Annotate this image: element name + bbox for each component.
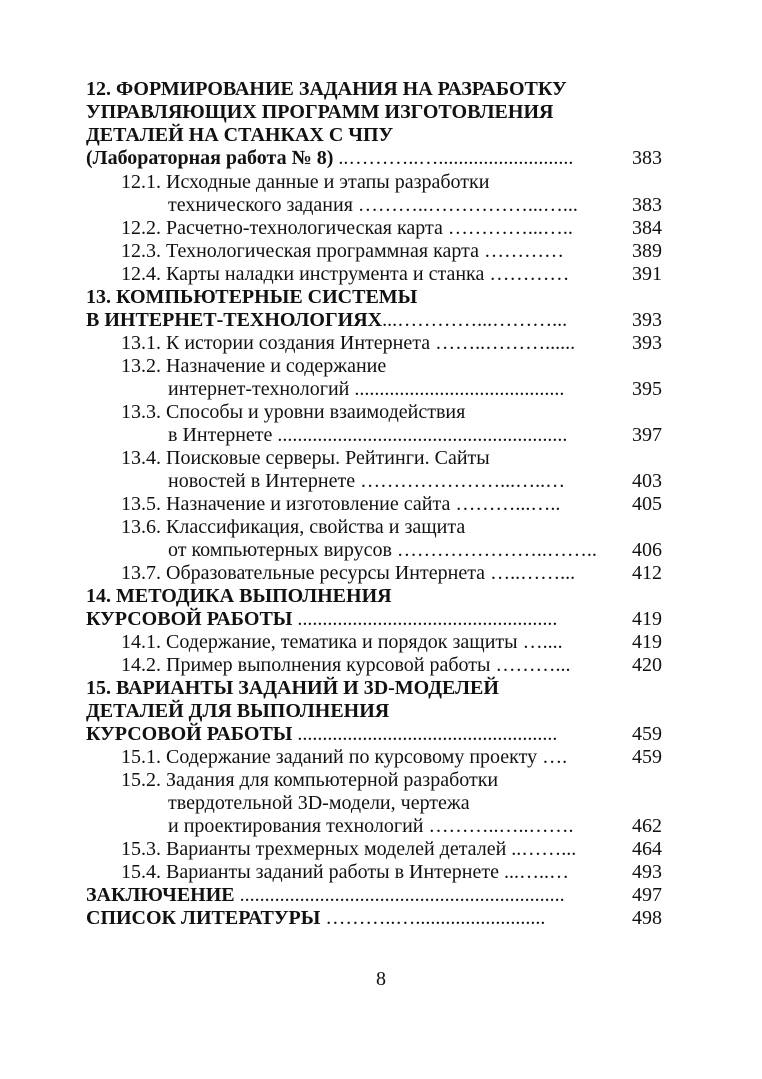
toc-entry-conclusion — [86, 883, 616, 907]
toc-entry-15-2-page: 462 — [632, 815, 662, 837]
toc-entry-12-2-page: 384 — [632, 217, 662, 239]
section-12-title-line-3: ДЕТАЛЕЙ НА СТАНКАХ С ЧПУ — [86, 124, 394, 146]
section-12-lab-label: (Лабораторная работа № 8) — [86, 147, 334, 169]
toc-entry-13-2-line-1: 13.2. Назначение и содержание — [121, 355, 387, 377]
toc-entry-15-3-page: 464 — [632, 838, 662, 860]
toc-entry-15-4-page: 493 — [632, 861, 662, 883]
toc-entry-13-4-line-1: 13.4. Поисковые серверы. Рейтинги. Сайты — [121, 447, 490, 469]
toc-entry-14-2-page: 420 — [632, 654, 662, 676]
toc-entry-15-1-page: 459 — [632, 746, 662, 768]
references-label: СПИСОК ЛИТЕРАТУРЫ — [86, 907, 321, 929]
section-15-title-line-2: ДЕТАЛЕЙ ДЛЯ ВЫПОЛНЕНИЯ — [86, 700, 390, 722]
toc-entry-12-1-line-1: 12.1. Исходные данные и этапы разработки — [121, 171, 490, 193]
section-15-title-text: КУРСОВОЙ РАБОТЫ — [86, 723, 293, 745]
toc-entry-15-2-line-1: 15.2. Задания для компьютерной разработки — [121, 769, 499, 791]
toc-entry-12-1-page: 383 — [632, 194, 662, 216]
toc-entry-12-3-page: 389 — [632, 240, 662, 262]
dot-leader: .................................................... — [292, 723, 558, 745]
toc-entry-13-6-line-1: 13.6. Классификация, свойства и защита — [121, 516, 466, 538]
section-14-title-line-2 — [86, 607, 616, 631]
dot-leader: ..………..…........................... — [333, 147, 574, 169]
section-14-title-line-1: 14. МЕТОДИКА ВЫПОЛНЕНИЯ — [86, 585, 392, 607]
section-15-title-line-1: 15. ВАРИАНТЫ ЗАДАНИЙ И 3D-МОДЕЛЕЙ — [86, 677, 499, 699]
dot-leader: ................................................................. — [234, 884, 565, 906]
toc-entry-13-6-page: 406 — [632, 539, 662, 561]
toc-entry-13-3-page: 397 — [632, 424, 662, 446]
section-14-title-text: КУРСОВОЙ РАБОТЫ — [86, 608, 293, 630]
section-14-page: 419 — [632, 608, 662, 630]
toc-entry-15-3: 15.3. Варианты трехмерных моделей деталей ..……... — [121, 838, 577, 860]
toc-entry-13-1-page: 393 — [632, 332, 662, 354]
toc-entry-references-page: 498 — [632, 907, 662, 929]
section-15-title-line-3 — [86, 722, 616, 746]
toc-entry-14-1: 14.1. Содержание, тематика и порядок защиты ….... — [121, 631, 563, 653]
section-12-title-line-2: УПРАВЛЯЮЩИХ ПРОГРАММ ИЗГОТОВЛЕНИЯ — [86, 101, 554, 123]
toc-entry-13-3-line-2: в Интернете .......................................................... — [168, 424, 568, 446]
page-number: 8 — [376, 968, 386, 990]
conclusion-label: ЗАКЛЮЧЕНИЕ — [86, 884, 235, 906]
dot-leader: .................................................... — [292, 608, 558, 630]
toc-entry-13-5: 13.5. Назначение и изготовление сайта ………...….. — [121, 493, 561, 515]
toc-entry-15-2-line-3: и проектирования технологий ………..…..……. — [168, 815, 574, 837]
toc-entry-13-1: 13.1. К истории создания Интернета ……..………...... — [121, 332, 576, 354]
toc-entry-12-2: 12.2. Расчетно-технологическая карта …………...….. — [121, 217, 573, 239]
section-15-page: 459 — [632, 723, 662, 745]
toc-entry-13-3-line-1: 13.3. Способы и уровни взаимодействия — [121, 401, 466, 423]
section-13-title-line-2 — [86, 308, 616, 332]
toc-entry-13-5-page: 405 — [632, 493, 662, 515]
toc-entry-13-2-line-2: интернет-технологий .......................................... — [168, 378, 565, 400]
section-12-title-line-4 — [86, 146, 616, 170]
toc-entry-13-6-line-2: от компьютерных вирусов …………………..…….. — [168, 539, 597, 561]
dot-leader: ………..….......................... — [320, 907, 546, 929]
toc-entry-12-4: 12.4. Карты наладки инструмента и станка ………… — [121, 263, 570, 285]
toc-entry-12-4-page: 391 — [632, 263, 662, 285]
toc-entry-12-1-line-2: технического задания ………..……………...…... — [168, 194, 578, 216]
toc-entry-12-3: 12.3. Технологическая программная карта ………… — [121, 240, 564, 262]
toc-entry-references — [86, 906, 616, 930]
toc-entry-13-2-page: 395 — [632, 378, 662, 400]
toc-entry-13-7: 13.7. Образовательные ресурсы Интернета …..……... — [121, 562, 576, 584]
section-12-title-line-1: 12. ФОРМИРОВАНИЕ ЗАДАНИЯ НА РАЗРАБОТКУ — [86, 78, 567, 100]
section-13-title-text: В ИНТЕРНЕТ-ТЕХНОЛОГИЯХ — [86, 309, 383, 331]
toc-entry-15-4: 15.4. Варианты заданий работы в Интернете ...…..… — [121, 861, 569, 883]
toc-entry-13-7-page: 412 — [632, 562, 662, 584]
toc-entry-15-1: 15.1. Содержание заданий по курсовому проекту …. — [121, 746, 568, 768]
dot-leader: ...…………...………... — [382, 309, 568, 331]
section-12-page: 383 — [632, 147, 662, 169]
section-13-page: 393 — [632, 309, 662, 331]
toc-entry-conclusion-page: 497 — [632, 884, 662, 906]
toc-entry-13-4-line-2: новостей в Интернете …………………...…..… — [168, 470, 566, 492]
toc-entry-13-4-page: 403 — [632, 470, 662, 492]
toc-entry-15-2-line-2: твердотельной 3D-модели, чертежа — [168, 792, 470, 814]
toc-entry-14-2: 14.2. Пример выполнения курсовой работы ………... — [121, 654, 571, 676]
toc-entry-14-1-page: 419 — [632, 631, 662, 653]
section-13-title-line-1: 13. КОМПЬЮТЕРНЫЕ СИСТЕМЫ — [86, 286, 418, 308]
